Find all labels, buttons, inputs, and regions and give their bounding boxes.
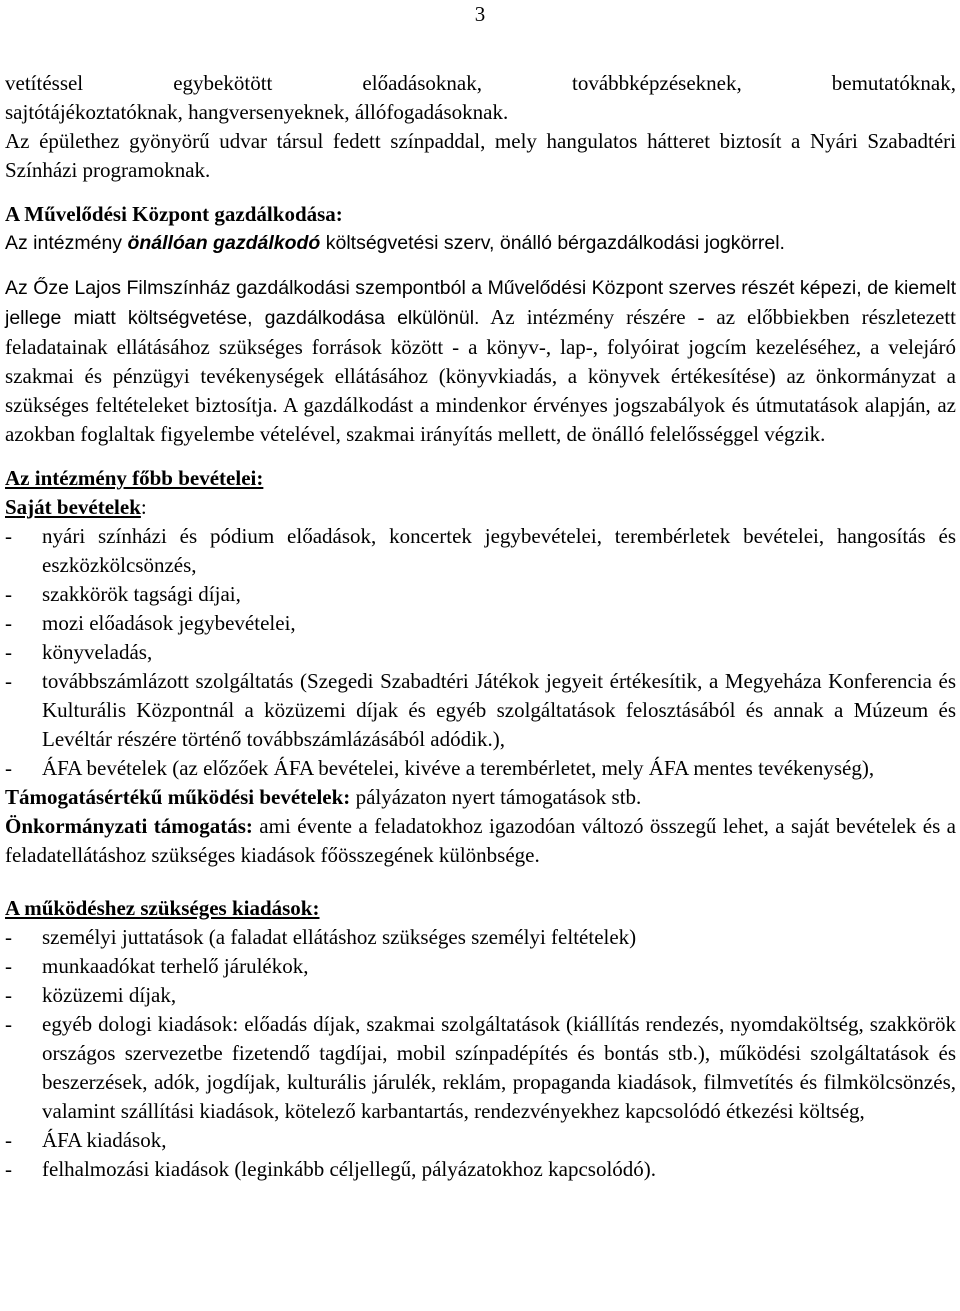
list-item: - mozi előadások jegybevételei, (5, 609, 956, 638)
spacer (5, 449, 956, 464)
expenses-list (5, 923, 956, 1184)
own-revenues-label-line (5, 493, 956, 522)
list-item: - munkaadókat terhelő járulékok, (5, 952, 956, 981)
list-item: - továbbszámlázott szolgáltatás (Szegedi Szabadtéri Játékok jegyeit értékesítik, a Megyeháza Konferencia és Kulturális Központnál a közüzemi díjak és egyéb szolgáltatások felosztásából és annak a Múzeum és Levéltár részére történő továbbszámlázásából adódik.), (5, 667, 956, 754)
expenses-heading: A működéshez szükséges kiadások: (5, 896, 320, 920)
municipal-support-label: Önkormányzati támogatás: (5, 814, 253, 838)
list-item: - egyéb dologi kiadások: előadás díjak, szakmai szolgáltatások (kiállítás rendezés, nyomdaköltség, szakkörök országos szervezetbe fizetendő tagdíjai, mobil színpadépítés és bontás stb.), működési szolgáltatások és beszerzések, adók, jogdíjak, kulturális járulék, reklám, propaganda kiadások, filmvetítés és filmkölcsönzés, valamint szállítási kiadások, kötelező karbantartás, rendezvényekhez kapcsolódó étkezési költség, (5, 1010, 956, 1126)
revenues-heading: Az intézmény főbb bevételei: (5, 466, 264, 490)
own-revenues-label: Saját bevételek (5, 495, 141, 519)
list-item: - közüzemi díjak, (5, 981, 956, 1010)
management-emphasis: önállóan gazdálkodó (127, 232, 321, 254)
page-number: 3 (474, 2, 486, 26)
spacer (5, 258, 956, 273)
municipal-support-paragraph (5, 812, 956, 870)
institution-paragraph: Az intézmény részére - az előbbiekben részletezett feladatainak ellátásához szükséges források között - a könyv-, lap-, folyóirat jogcím kezeléséhez, a velejáró szakmai és pénzügyi tevékenységek ellátásához (könyvkiadás, a könyvek értékesítése) az önkormányzat a szükséges feltételeket biztosítja. A gazdálkodást a mindenkor érvényes jogszabályok és útmutatások alapján, az azokban foglaltak figyelembe vételével, szakmai irányítás mellett, de önálló felelősséggel végzik. (5, 305, 957, 446)
list-item: - személyi juttatások (a faladat ellátáshoz szükséges személyi feltételek) (5, 923, 956, 952)
own-revenues-list (5, 522, 956, 783)
management-prefix: Az intézmény (5, 232, 128, 254)
spacer (5, 185, 956, 200)
management-statement (5, 229, 956, 258)
support-revenues-line (5, 783, 956, 812)
own-revenues-colon: : (140, 495, 147, 519)
list-item: - könyveladás, (5, 638, 956, 667)
support-revenues-label: Támogatásértékű működési bevételek: (5, 785, 351, 809)
intro-line-1: vetítéssel egybekötött előadásoknak, továbbképzéseknek, bemutatóknak, (5, 71, 956, 95)
list-item: - felhalmozási kiadások (leginkább céljellegű, pályázatokhoz kapcsolódó). (5, 1155, 956, 1184)
list-item: - ÁFA kiadások, (5, 1126, 956, 1155)
management-suffix: költségvetési szerv, önálló bérgazdálkodási jogkörrel. (320, 232, 785, 254)
support-revenues-text: pályázaton nyert támogatások stb. (350, 785, 642, 809)
management-heading: A Művelődési Központ gazdálkodása: (5, 202, 343, 226)
intro-line-2: sajtótájékoztatóknak, hangversenyeknek, állófogadásoknak. (5, 100, 509, 124)
municipal-support-text: ami évente a feladatokhoz igazodóan változó összegű lehet, a saját bevételek és a feladatellátáshoz szükséges kiadások főösszegének különbsége. (5, 814, 956, 867)
spacer (5, 870, 956, 894)
cinema-institution-paragraph (5, 273, 956, 449)
list-item: - szakkörök tagsági díjai, (5, 580, 956, 609)
page-content (5, 69, 956, 1184)
intro-courtyard-paragraph: Az épülethez gyönyörű udvar társul fedett színpaddal, mely hangulatos hátteret biztosít a Nyári Szabadtéri Színházi programoknak. (5, 129, 956, 182)
list-item: - nyári színházi és pódium előadások, koncertek jegybevételei, terembérletek bevételei, hangosítás és eszközkölcsönzés, (5, 522, 956, 580)
cinema-paragraph: Az Őze Lajos Filmszínház gazdálkodási szempontból a Művelődési Központ szerves részét képezi, de kiemelt jellege miatt költségvetése, gazdálkodása elkülönül. (5, 277, 956, 329)
list-item: - ÁFA bevételek (az előzőek ÁFA bevételei, kivéve a terembérletet, mely ÁFA mentes tevékenység), (5, 754, 956, 783)
